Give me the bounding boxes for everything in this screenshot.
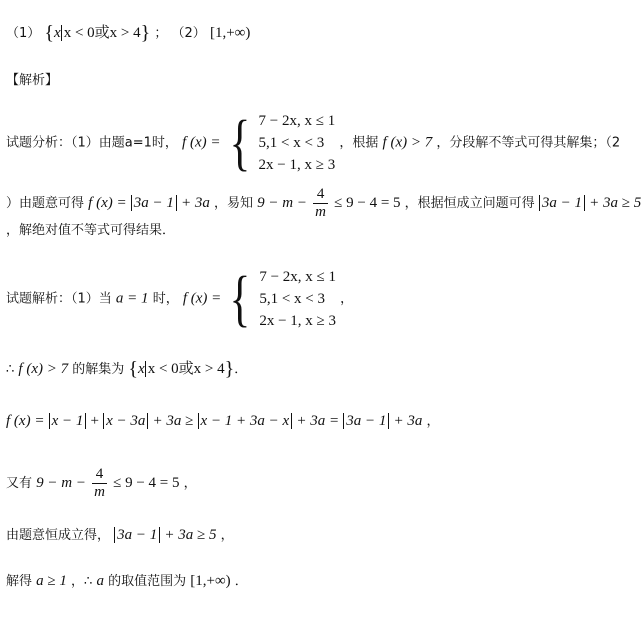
solution-lead2: 时，	[152, 291, 179, 307]
analysis-lead: 试题分析：（1）由题a=1时，	[6, 135, 178, 151]
answer-separator: ；	[154, 26, 168, 41]
final-text: 解得	[6, 574, 33, 589]
also-comma: ，	[183, 476, 197, 491]
chain-comma: ，	[426, 414, 440, 429]
analysis-line2-plus: + 3a	[181, 195, 210, 211]
piecewise-brace: {	[229, 109, 250, 177]
answer-part2-label: （2）	[171, 26, 206, 41]
set-close-brace: }	[140, 22, 151, 44]
solution-set-condition: x < 0或x > 4	[145, 361, 225, 377]
analysis-line2-ineq: + 3a ≥ 5	[589, 195, 641, 211]
analysis-tail: ，分段解不等式可得其解集；（2	[436, 135, 621, 151]
chain-mid2: + 3a =	[296, 413, 340, 429]
chain-abs-d: 3a − 1	[343, 413, 389, 429]
also-frac-numerator: 4	[92, 466, 107, 484]
hold-abs: 3a − 1	[114, 527, 160, 543]
analysis-line2-b: ，易知	[214, 196, 254, 211]
solution-set-fx: f (x) > 7	[18, 361, 69, 377]
chain-end: + 3a	[393, 413, 423, 429]
solution-case-1: 7 − 2x, x ≤ 1	[259, 269, 337, 285]
chain-abs-a: x − 1	[49, 413, 87, 429]
final-text2: 的取值范围为	[108, 574, 187, 589]
solution-set-close-brace: }	[224, 358, 235, 380]
analysis-line2-abs: 3a − 1	[131, 195, 177, 211]
hold-end: + 3a ≥ 5	[164, 527, 217, 543]
piecewise-cases	[259, 110, 336, 176]
analysis-line2-a: ）由题意可得	[6, 196, 85, 211]
answer-interval: [1,+∞)	[209, 25, 251, 41]
analysis-line-1	[6, 110, 620, 176]
chain-plus: +	[90, 413, 99, 429]
solution-set-line	[6, 360, 247, 379]
solution-set-open-brace: {	[128, 358, 139, 380]
chain-fx: f (x) =	[6, 413, 45, 429]
analysis-expr-a: 9 − m −	[257, 195, 307, 211]
analysis-line-2	[6, 186, 641, 221]
also-expr-a: 9 − m −	[36, 475, 86, 491]
solution-piecewise-brace: {	[229, 265, 251, 333]
analysis-line-3: ，解绝对值不等式可得结果．	[6, 223, 176, 238]
hold-comma: ，	[220, 528, 234, 543]
analysis-line2-fx: f (x) =	[88, 195, 127, 211]
case-1: 7 − 2x, x ≤ 1	[258, 113, 336, 129]
case-2: 5,1 < x < 3	[258, 135, 325, 151]
solution-a-eq: a = 1	[115, 290, 149, 307]
hold-text: 由题意恒成立得，	[6, 528, 111, 543]
solution-case-2: 5,1 < x < 3	[259, 291, 325, 307]
therefore-symbol: ∴	[6, 362, 15, 377]
set-condition: x < 0或x > 4	[61, 25, 141, 41]
also-fraction	[92, 466, 107, 501]
also-text: 又有	[6, 476, 33, 491]
final-interval: [1,+∞)	[190, 573, 231, 589]
case-3: 2x − 1, x ≥ 3	[258, 157, 336, 173]
solution-piecewise-cases	[259, 266, 336, 332]
analysis-line2-c: ，根据恒成立问题可得	[404, 196, 535, 211]
answer-part1-label: （1）	[6, 26, 41, 41]
set-variable: x	[54, 25, 61, 41]
final-mid: ，∴	[71, 574, 93, 589]
also-line	[6, 466, 197, 501]
frac-denominator: m	[315, 204, 326, 220]
set-open-brace: {	[44, 22, 55, 44]
analysis-line2-abs2: 3a − 1	[539, 195, 585, 211]
solution-fx: f (x) =	[182, 290, 222, 307]
solution-line-1	[6, 266, 353, 332]
final-line	[6, 572, 248, 591]
final-a: a	[96, 573, 104, 589]
analysis-fraction	[313, 186, 328, 221]
analysis-heading: 【解析】	[6, 73, 59, 88]
solution-comma: ，	[340, 291, 354, 307]
hold-line	[6, 526, 234, 545]
analysis-mid: ，根据	[339, 135, 379, 151]
frac-numerator: 4	[313, 186, 328, 204]
analysis-expr-b: ≤ 9 − 4 = 5	[334, 195, 401, 211]
solution-set-text: 的解集为	[72, 362, 125, 377]
solution-case-3: 2x − 1, x ≥ 3	[259, 313, 337, 329]
analysis-ineq: f (x) > 7	[382, 134, 433, 151]
inequality-chain-line	[6, 412, 440, 431]
chain-abs-c: x − 1 + 3a − x	[198, 413, 293, 429]
solution-set-variable: x	[138, 361, 145, 377]
chain-abs-b: x − 3a	[103, 413, 148, 429]
solution-lead: 试题解析：（1）当	[6, 291, 112, 307]
answer-line	[6, 24, 250, 43]
chain-mid: + 3a ≥	[152, 413, 194, 429]
solution-set-end: ．	[234, 362, 248, 377]
also-expr-b: ≤ 9 − 4 = 5	[113, 475, 180, 491]
analysis-fx: f (x) =	[182, 134, 221, 151]
final-end: ．	[234, 574, 248, 589]
also-frac-denominator: m	[94, 484, 105, 500]
final-ineq: a ≥ 1	[36, 573, 67, 589]
